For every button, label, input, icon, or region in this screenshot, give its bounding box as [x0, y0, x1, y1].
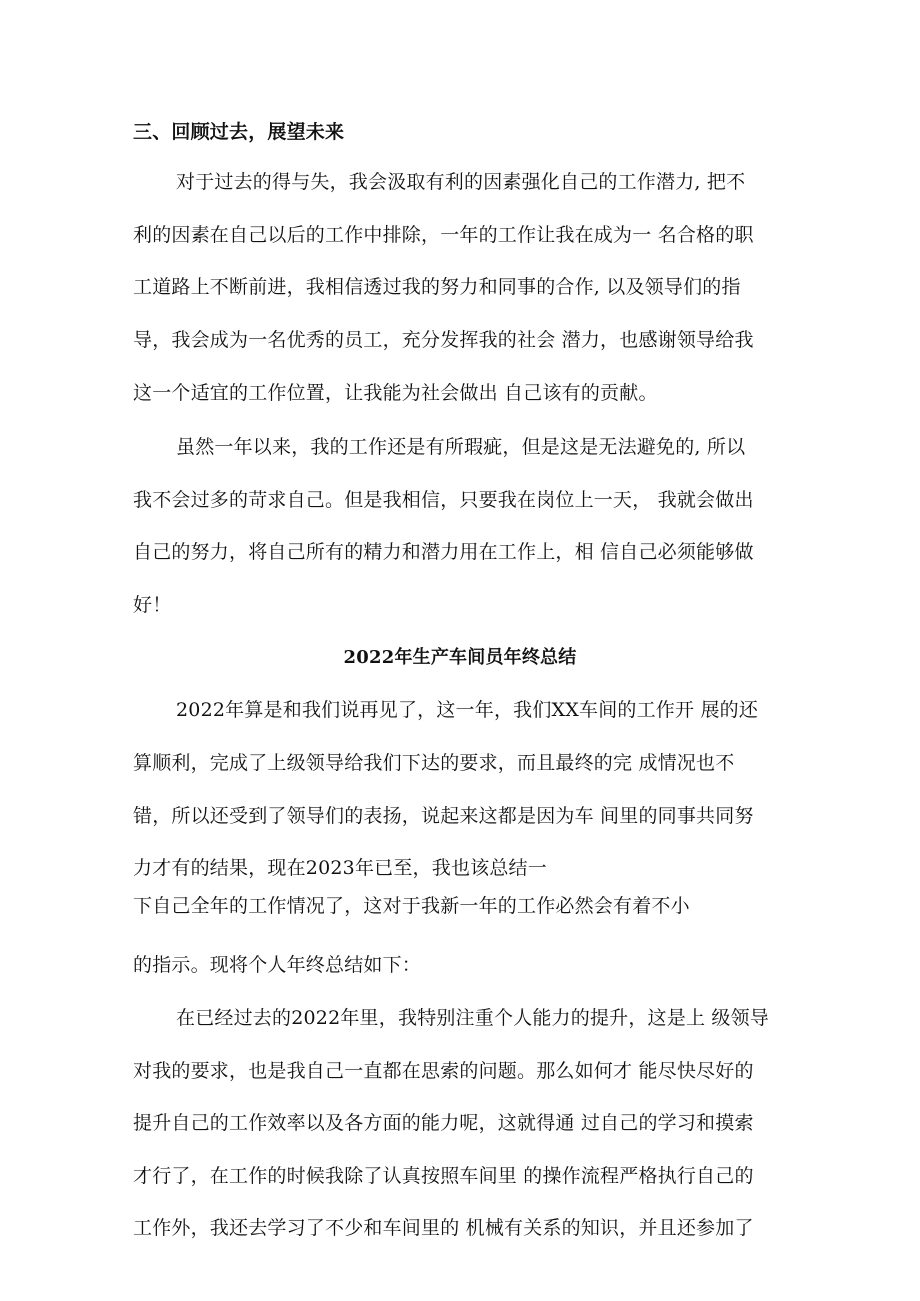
paragraph-line: 对我的要求，也是我自己一直都在思索的问题。那么如何才 能尽快尽好的	[133, 1060, 754, 1082]
paragraph-line: 自己的努力，将自己所有的精力和潜力用在工作上，相 信自己必须能够做	[133, 541, 754, 563]
paragraph-line: 错，所以还受到了领导们的表扬，说起来这都是因为车 间里的同事共同努	[133, 805, 754, 827]
paragraph-line: 提升自己的工作效率以及各方面的能力呢，这就得通 过自己的学习和摸索	[133, 1112, 754, 1134]
paragraph-line: 好！	[133, 594, 172, 616]
paragraph-line: 的指示。现将个人年终总结如下：	[133, 954, 422, 976]
paragraph-line: 在已经过去的2022年里，我特别注重个人能力的提升，这是上 级领导	[176, 1007, 769, 1029]
paragraph-line: 这一个适宜的工作位置，让我能为社会做出 自己该有的贡献。	[133, 382, 658, 404]
paragraph-line: 我不会过多的苛求自己。但是我相信，只要我在岗位上一天， 我就会做出	[133, 489, 754, 511]
paragraph-line: 工作外，我还去学习了不少和车间里的 机械有关系的知识，并且还参加了	[133, 1217, 754, 1239]
paragraph-line: 对于过去的得与失，我会汲取有利的因素强化自己的工作潜力, 把不	[176, 171, 746, 193]
section-heading: 三、回顾过去，展望未来	[133, 121, 345, 143]
paragraph-line: 虽然一年以来，我的工作还是有所瑕疵，但是这是无法避免的, 所以	[176, 436, 746, 458]
paragraph-line: 2022年算是和我们说再见了，这一年，我们XX车间的工作开 展的还	[176, 699, 759, 721]
paragraph-line: 下自己全年的工作情况了，这对于我新一年的工作必然会有着不小	[133, 895, 690, 917]
paragraph-line: 导，我会成为一名优秀的员工，充分发挥我的社会 潜力，也感谢领导给我	[133, 329, 754, 351]
paragraph-line: 工道路上不断前进，我相信透过我的努力和同事的合作, 以及领导们的指	[133, 276, 741, 298]
document-title: 2022年生产车间员年终总结	[343, 647, 577, 668]
paragraph-line: 力才有的结果，现在2023年已至，我也该总结一	[133, 857, 547, 879]
paragraph-line: 才行了，在工作的时候我除了认真按照车间里 的操作流程严格执行自己的	[133, 1165, 754, 1187]
paragraph-line: 算顺利，完成了上级领导给我们下达的要求，而且最终的完 成情况也不	[133, 752, 735, 774]
paragraph-line: 利的因素在自己以后的工作中排除，一年的工作让我在成为一 名合格的职	[133, 224, 754, 246]
